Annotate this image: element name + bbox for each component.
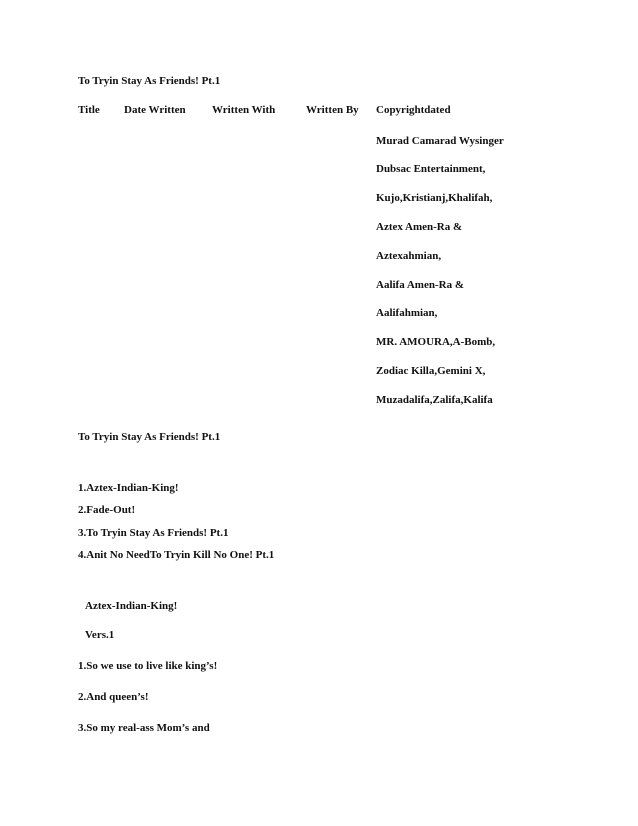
track-item: 1.Aztex-Indian-King! [78,482,179,494]
track-item: 2.Fade-Out! [78,504,136,516]
credit-line: Aalifa Amen-Ra & [376,279,464,291]
credit-line: MR. AMOURA,A-Bomb, [376,336,496,348]
column-written-with: Written With [212,104,276,116]
document-heading: To Tryin Stay As Friends! Pt.1 [78,75,221,87]
lyric-line: 1.So we use to live like king’s! [78,660,218,672]
credit-line: Kujo,Kristianj,Khalifah, [376,192,493,204]
column-date-written: Date Written [124,104,186,116]
column-written-by: Written By [306,104,359,116]
credit-line: Aztex Amen-Ra & [376,221,463,233]
document-subheading: To Tryin Stay As Friends! Pt.1 [78,431,221,443]
credit-line: Dubsac Entertainment, [376,163,486,175]
track-item: 3.To Tryin Stay As Friends! Pt.1 [78,527,229,539]
lyric-line: 2.And queen’s! [78,691,149,703]
song-title: Aztex-Indian-King! [85,600,178,612]
lyric-line: 3.So my real-ass Mom’s and [78,722,210,734]
track-item: 4.Anit No NeedTo Tryin Kill No One! Pt.1 [78,549,275,561]
credit-line: Aztexahmian, [376,250,442,262]
credit-line: Aalifahmian, [376,307,438,319]
column-title: Title [78,104,100,116]
credit-line: Zodiac Killa,Gemini X, [376,365,486,377]
credit-line: Murad Camarad Wysinger [376,135,504,147]
credit-line: Muzadalifa,Zalifa,Kalifa [376,394,493,406]
column-copyright: Copyrightdated [376,104,451,116]
verse-label: Vers.1 [85,629,115,641]
